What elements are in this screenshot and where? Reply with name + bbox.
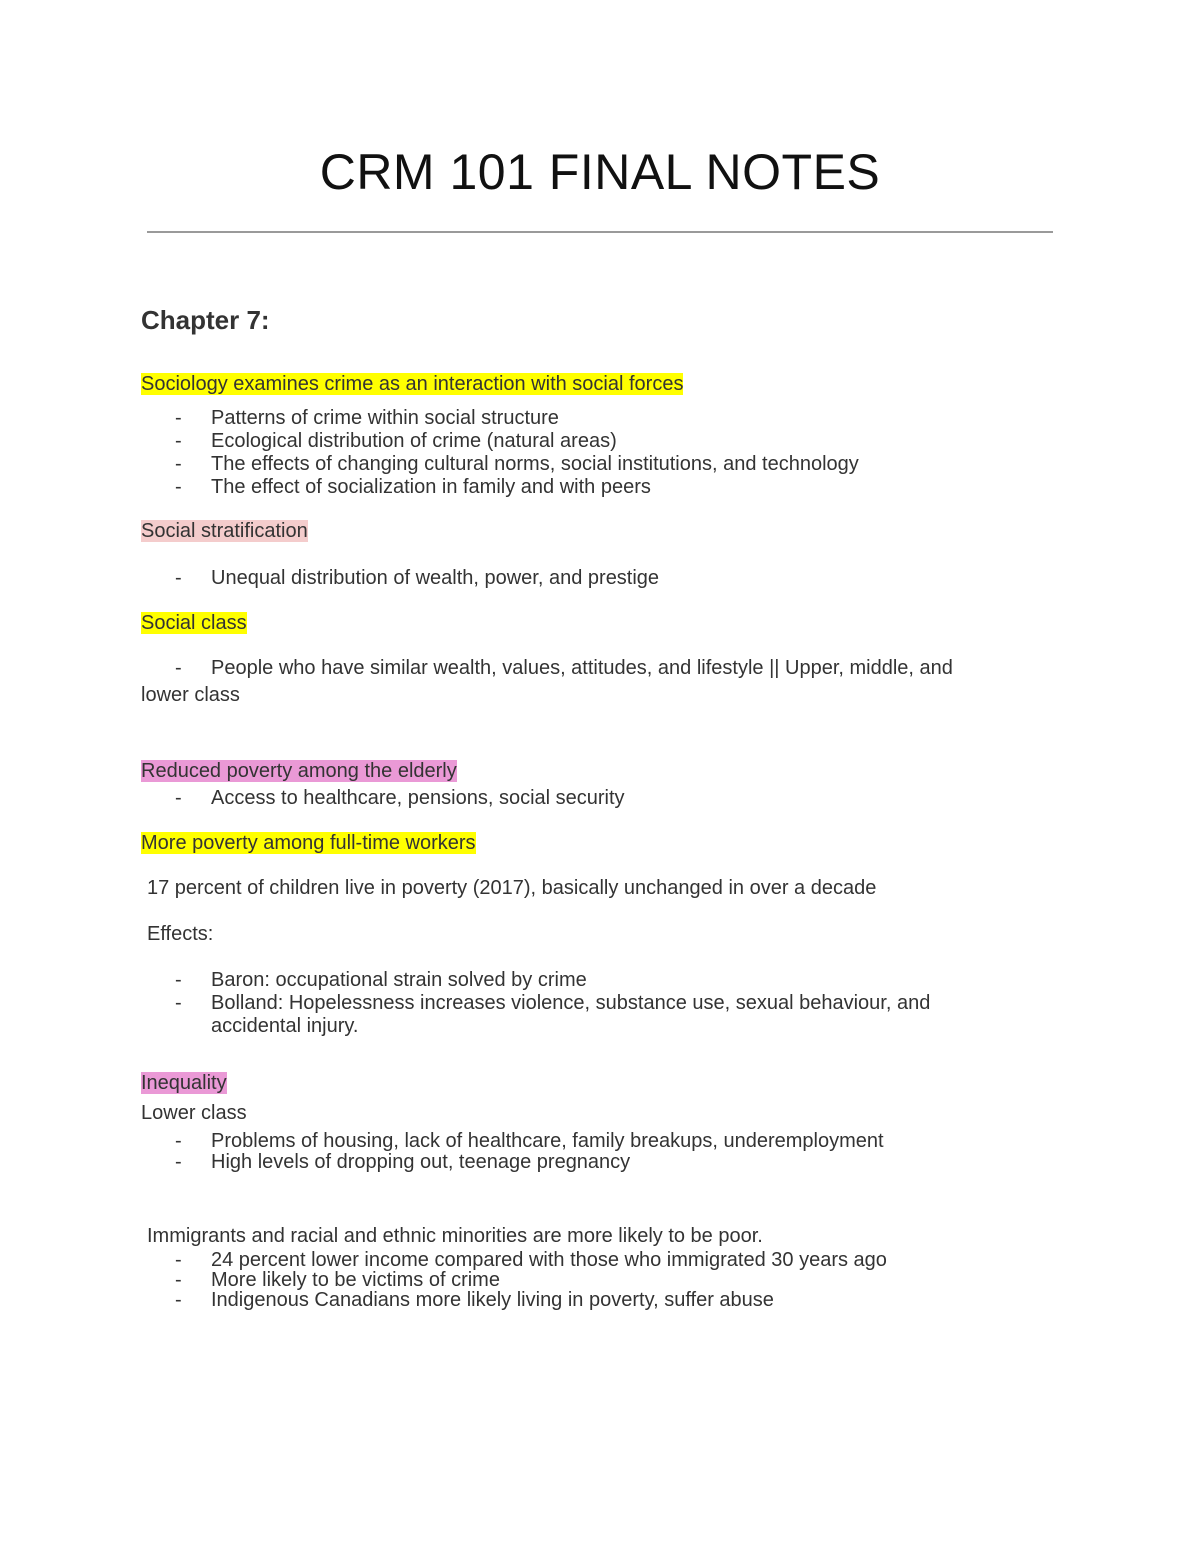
workers-heading — [141, 831, 476, 855]
bullet-dash: - — [175, 787, 182, 809]
elderly-heading — [141, 759, 457, 783]
inequality-heading-text: Inequality — [141, 1072, 227, 1094]
immigrants-text: Immigrants and racial and ethnic minorities are more likely to be poor. — [147, 1225, 763, 1247]
list-item: High levels of dropping out, teenage pregnancy — [211, 1151, 631, 1173]
bullet-dash: - — [175, 1289, 182, 1311]
sociology-heading-text: Sociology examines crime as an interaction with social forces — [141, 373, 684, 395]
list-item: Ecological distribution of crime (natural areas) — [211, 430, 617, 452]
workers-heading-text: More poverty among full-time workers — [141, 832, 476, 854]
bullet-dash: - — [175, 1130, 182, 1152]
bullet-dash: - — [175, 1269, 182, 1291]
bullet-dash: - — [175, 992, 182, 1014]
list-item-continuation: lower class — [141, 684, 240, 706]
title-divider — [147, 231, 1053, 233]
bullet-dash: - — [175, 430, 182, 452]
list-item: People who have similar wealth, values, attitudes, and lifestyle || Upper, middle, and — [211, 657, 953, 679]
class-heading — [141, 611, 247, 635]
list-item: Bolland: Hopelessness increases violence, substance use, sexual behaviour, and — [211, 992, 931, 1014]
list-item: Unequal distribution of wealth, power, and prestige — [211, 567, 660, 589]
bullet-dash: - — [175, 476, 182, 498]
lower-class-label: Lower class — [141, 1102, 247, 1124]
effects-label: Effects: — [147, 923, 214, 945]
list-item: The effect of socialization in family and with peers — [211, 476, 651, 498]
list-item: Problems of housing, lack of healthcare, family breakups, underemployment — [211, 1130, 884, 1152]
bullet-dash: - — [175, 1249, 182, 1271]
list-item: Access to healthcare, pensions, social security — [211, 787, 625, 809]
bullet-dash: - — [175, 453, 182, 475]
inequality-heading — [141, 1071, 227, 1095]
bullet-dash: - — [175, 657, 182, 679]
bullet-dash: - — [175, 1151, 182, 1173]
list-item: 24 percent lower income compared with those who immigrated 30 years ago — [211, 1249, 887, 1271]
stratification-heading-text: Social stratification — [141, 520, 308, 542]
stratification-heading — [141, 519, 308, 543]
list-item-continuation: accidental injury. — [211, 1015, 359, 1037]
bullet-dash: - — [175, 969, 182, 991]
class-heading-text: Social class — [141, 612, 247, 634]
list-item: Patterns of crime within social structure — [211, 407, 559, 429]
page-title: CRM 101 FINAL NOTES — [319, 144, 881, 200]
bullet-dash: - — [175, 407, 182, 429]
list-item: Baron: occupational strain solved by crime — [211, 969, 587, 991]
elderly-heading-text: Reduced poverty among the elderly — [141, 760, 457, 782]
list-item: More likely to be victims of crime — [211, 1269, 500, 1291]
bullet-dash: - — [175, 567, 182, 589]
chapter-heading: Chapter 7: — [141, 305, 270, 335]
list-item: Indigenous Canadians more likely living in poverty, suffer abuse — [211, 1289, 774, 1311]
list-item: The effects of changing cultural norms, social institutions, and technology — [211, 453, 859, 475]
sociology-heading — [141, 372, 683, 396]
children-poverty-text: 17 percent of children live in poverty (2017), basically unchanged in over a decade — [147, 877, 877, 899]
